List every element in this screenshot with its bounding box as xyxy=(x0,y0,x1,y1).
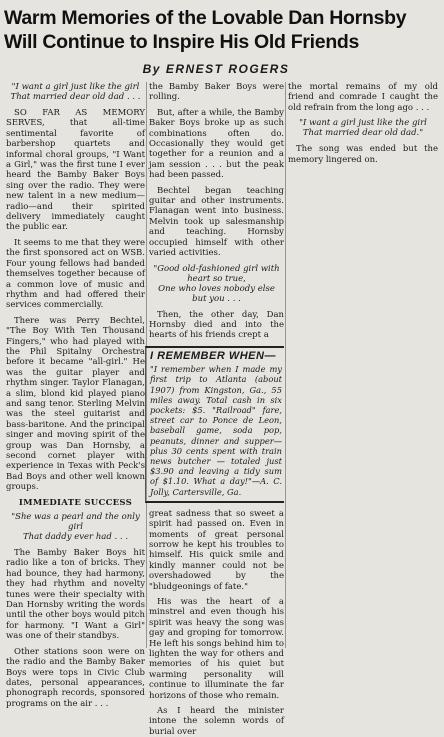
song-verse xyxy=(6,82,145,102)
song-verse xyxy=(288,118,438,138)
headline-line-1: Warm Memories of the Lovable Dan Hornsby xyxy=(4,7,407,29)
paragraph: There was Perry Bechtel, "The Boy With Ten Thousand Fingers," who had played with the Phil Spitalny Orchestra before it became "all-girl." He was the guitar player and rhythm singer. Taylor Flanagan, a slim, blond kid played piano and sang tenor. Sterling Melvin was the steel guitarist and bass-baritone. And the principal singer and moving spirit of the group was Dan Hornsby, a second cornet player with experience in Texas with Peck's Bad Boys and other well known groups. xyxy=(6,315,145,493)
verse-line: heart so true, xyxy=(187,273,246,284)
paragraph: the mortal remains of my old friend and comrade I caught the old refrain from the long ago . . . xyxy=(288,82,438,113)
column-divider xyxy=(285,82,286,648)
box-title: I REMEMBER WHEN— xyxy=(150,349,276,362)
paragraph: The Bamby Baker Boys hit radio like a ton of bricks. They had bounce, they had harmony, they had rhythm and novelty tunes were their specialty with Dan Hornsby writing the words until the other boys would pitch for harmony. "I Want a Girl" was one of their standbys. xyxy=(6,548,145,642)
paragraph: the Bamby Baker Boys were rolling. xyxy=(149,82,284,103)
column-1 xyxy=(6,82,145,709)
headline xyxy=(4,6,444,54)
paragraph: The song was ended but the memory lingered on. xyxy=(288,144,438,165)
verse-line: That daddy ever had . . . xyxy=(22,532,129,543)
subheading: IMMEDIATE SUCCESS xyxy=(18,497,133,508)
i-remember-when-box xyxy=(145,346,284,503)
verse-line: That married dear old dad . . . xyxy=(10,92,141,102)
paragraph: great sadness that so sweet a spirit had passed on. Even in moments of great personal sorrow he kept his troubles to himself. His quick smile and kindly manner could not be overshadowed by the "bludgeonings of fate." xyxy=(149,508,284,592)
paragraph: As I heard the minister intone the solemn words of burial over xyxy=(149,706,284,737)
paragraph: Other stations soon were on the radio and the Bamby Baker Boys were tops in Civic Club dates, personal appearances, phonograph records, sponsored programs on the air . . . xyxy=(6,646,145,709)
column-2 xyxy=(149,82,284,737)
verse-line: "I want a girl just like the girl xyxy=(11,82,140,92)
paragraph: Bechtel began teaching guitar and other instruments. Flanagan went into business. Melvin took up salesmanship and teaching. Hornsby occupied himself with other varied activities. xyxy=(149,185,284,259)
headline-line-2: Will Continue to Inspire His Old Friends xyxy=(4,31,360,53)
box-body: "I remember when I made my first trip to Atlanta (about 1907) from Kingston, Ga., 55 miles away. Total cash in six pockets: $5. "Railroad" fare, street car to Ponce de Leon, baseball game, soda pop, peanuts, dinner and supper—plus 30 cents spent with train news butcher — totaled just $3.90 and leaving a tidy sum of $1.10. What a day!"—A. C. Jolly, Cartersville, Ga. xyxy=(150,364,282,497)
verse-line: One who loves nobody else xyxy=(158,283,275,294)
verse-line: That married dear old dad." xyxy=(302,128,424,139)
verse-line: "She was a pearl and the only xyxy=(11,512,140,523)
song-verse xyxy=(6,512,145,542)
verse-line: "I want a girl just like the girl xyxy=(299,118,427,129)
song-verse xyxy=(149,264,284,304)
paragraph: SO FAR AS MEMORY SERVES, that all-time sentimental favorite of barbershop quartets and informal choral groups, "I Want a Girl," was the first tune I ever heard the Bamby Baker Boys sing over the radio. They were new talent in a new medium—radio—and their spirited delivery immediately caught the public ear. xyxy=(6,108,145,233)
paragraph: His was the heart of a minstrel and even though his spirit was heavy the song was gay and groping for tomorrow. He left his songs behind him to lighten the way for others and memories of his quiet but warming personality will continue to illuminate the far horizons of those who remain. xyxy=(149,597,284,701)
verse-line: girl xyxy=(68,522,83,533)
column-3 xyxy=(288,82,438,648)
paragraph: Then, the other day, Dan Hornsby died and into the hearts of his friends crept a xyxy=(149,309,284,341)
paragraph: It seems to me that they were the first sponsored act on WSB. Four young fellows had banded themselves together because of a common love of music and rhythm and had offered their services commercially. xyxy=(6,237,145,311)
paragraph: But, after a while, the Bamby Baker Boys broke up as such combinations often do. Occasionally they would get together for a reunion and a jam session . . . but the peak had been passed. xyxy=(149,107,284,181)
byline: By ERNEST ROGERS xyxy=(142,62,290,76)
verse-line: but you . . . xyxy=(192,293,241,304)
verse-line: "Good old-fashioned girl with xyxy=(153,263,280,274)
